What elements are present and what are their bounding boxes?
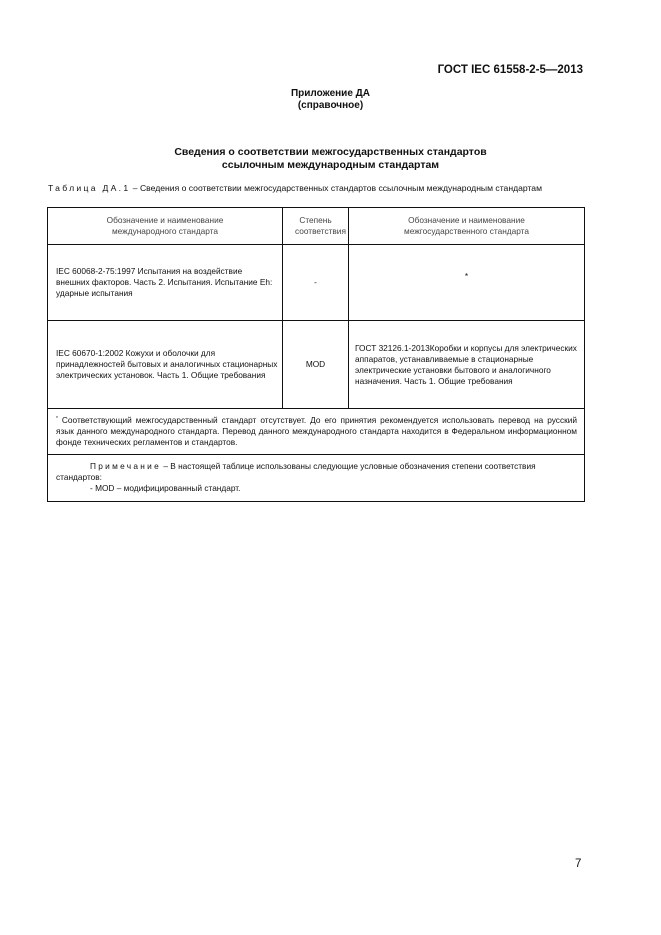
row2-degree: MOD bbox=[283, 321, 349, 409]
header-interstate: Обозначение и наименование межгосударственного стандарта bbox=[349, 208, 585, 245]
section-title bbox=[0, 146, 661, 172]
row1-interstate: * bbox=[349, 245, 585, 321]
standards-table bbox=[47, 207, 585, 502]
header-degree: Степень соответствия bbox=[283, 208, 349, 245]
appendix-heading bbox=[0, 88, 661, 112]
standard-code: ГОСТ IEC 61558-2-5—2013 bbox=[437, 64, 583, 76]
table-caption-label: Таблица ДА.1 bbox=[48, 183, 131, 193]
appendix-subtitle: (справочное) bbox=[297, 100, 364, 111]
footnote-text: Соответствующий межгосударственный стандарт отсутствует. До его принятия рекомендуется использовать перевод на русский язык данного международного стандарта. Перевод данного международного стандарта находится в Федеральном информационном фонде технических регламентов и стандартов. bbox=[56, 415, 577, 447]
page-number: 7 bbox=[575, 858, 582, 870]
note-text: – В настоящей таблице использованы следующие условные обозначения степени соответствия стандартов: bbox=[56, 461, 536, 482]
row1-degree: - bbox=[283, 245, 349, 321]
note bbox=[48, 455, 585, 502]
appendix-title: Приложение ДА bbox=[290, 88, 371, 99]
row2-international: IEC 60670-1:2002 Кожухи и оболочки для принадлежностей бытовых и аналогичных стационарных электрических установок. Часть 1. Общие требования bbox=[48, 321, 283, 409]
header-international: Обозначение и наименование международного стандарта bbox=[48, 208, 283, 245]
note-label: Примечание bbox=[90, 461, 162, 471]
note-body bbox=[56, 461, 577, 483]
footnote bbox=[48, 409, 585, 455]
row2-interstate: ГОСТ 32126.1-2013Коробки и корпусы для электрических аппаратов, устанавливаемые в стационарные электрические установки бытового и аналогичного назначения. Часть 1. Общие требования bbox=[349, 321, 585, 409]
table-caption-text: – Сведения о соответствии межгосударственных стандартов ссылочным международным стандартам bbox=[130, 183, 542, 193]
table-header-row bbox=[48, 208, 585, 245]
footnote-marker: * bbox=[56, 416, 58, 422]
table-caption bbox=[48, 183, 584, 193]
table-row bbox=[48, 245, 585, 321]
note-row bbox=[48, 455, 585, 502]
table-row bbox=[48, 321, 585, 409]
row1-international: IEC 60068-2-75:1997 Испытания на воздействие внешних факторов. Часть 2. Испытания. Испытание Eh: ударные испытания bbox=[48, 245, 283, 321]
note-item: - MOD – модифицированный стандарт. bbox=[90, 483, 241, 493]
section-title-line2: ссылочным международным стандартам bbox=[221, 159, 440, 171]
footnote-row bbox=[48, 409, 585, 455]
section-title-line1: Сведения о соответствии межгосударственных стандартов bbox=[174, 146, 487, 158]
